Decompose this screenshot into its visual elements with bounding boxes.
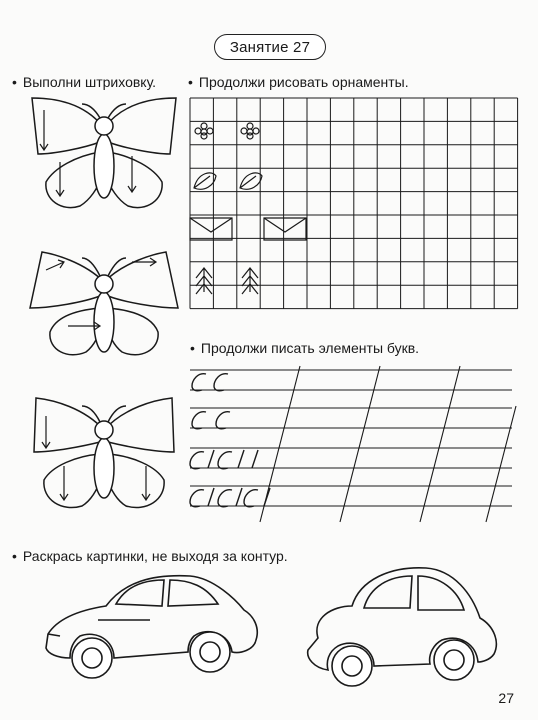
letter-elements [186,362,516,532]
task-coloring [12,548,288,564]
butterfly-icon [24,96,184,216]
car-icon [40,570,262,690]
lesson-title: Занятие 27 [214,34,326,60]
task-hatching-label: Выполни штриховку. [22,74,157,90]
task-ornaments [188,74,409,90]
task-hatching [12,74,156,90]
bullet: • [188,74,193,90]
task-ornaments-label: Продолжи рисовать орнаменты. [198,74,409,90]
ornament-grid [188,96,516,328]
task-letters [190,340,419,356]
page-number: 27 [498,690,514,706]
beetle-car-icon [294,562,504,692]
butterfly-icon [24,396,184,516]
task-coloring-label: Раскрась картинки, не выходя за контур. [22,548,288,564]
task-letters-label: Продолжи писать элементы букв. [200,340,420,356]
bullet: • [190,340,195,356]
bullet: • [12,548,17,564]
bullet: • [12,74,17,90]
butterfly-icon [24,242,184,362]
